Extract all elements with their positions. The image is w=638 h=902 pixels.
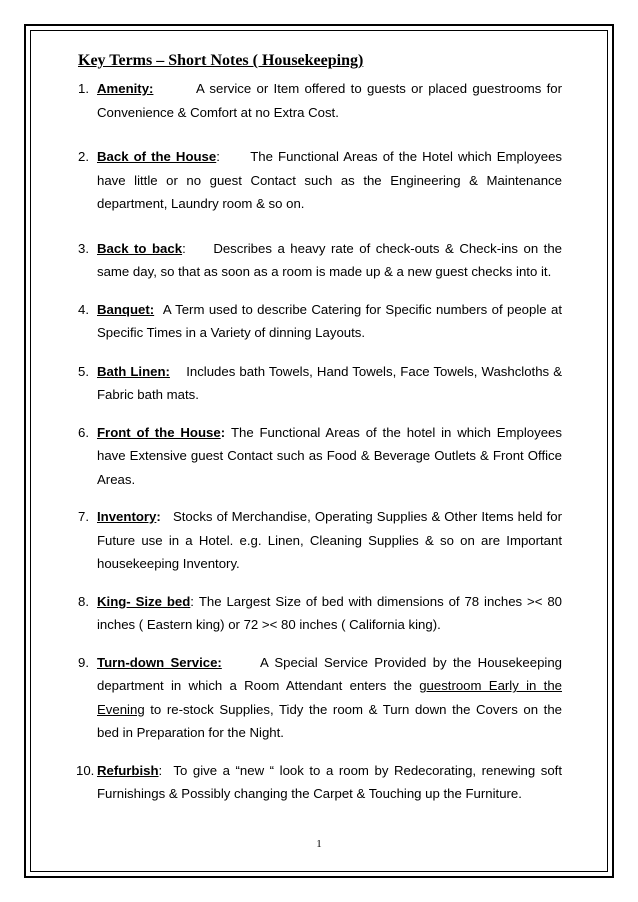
item-number: 9. — [78, 654, 89, 670]
term-separator: : — [158, 762, 163, 778]
term-definition: A Special Service Provided by the Housekeeping department in which a Room Attendant enters the — [97, 654, 562, 693]
term-separator: : — [216, 149, 220, 164]
term-separator: : — [220, 424, 226, 440]
document-body — [78, 52, 562, 806]
term-item-inventory — [78, 505, 562, 576]
term-label: Back of the House — [97, 149, 217, 164]
term-definition: To give a “new “ look to a room by Redecorating, renewing soft Furnishings & Possibly changing the Carpet & Touching up the Furniture. — [97, 762, 562, 801]
item-number: 6. — [78, 424, 89, 440]
term-definition: Describes a heavy rate of check-outs & Check-ins on the same day, so that as soon as a room is made up & a new guest checks into it. — [97, 240, 562, 279]
item-number: 4. — [78, 301, 89, 317]
term-label: King- Size bed — [97, 593, 191, 609]
term-definition: The Largest Size of bed with dimensions of 78 inches >< 80 inches ( Eastern king) or 72 >< 80 inches ( California king). — [97, 593, 562, 632]
term-label: Back to back — [97, 240, 183, 256]
term-label: Banquet: — [97, 301, 155, 317]
term-definition: The Functional Areas of the Hotel which Employees have little or no guest Contact such as the Engineering & Maintenance department, Laundry room & so on. — [97, 149, 562, 211]
key-terms-list — [78, 77, 562, 806]
item-number: 3. — [78, 240, 89, 256]
term-separator: : — [182, 240, 186, 256]
term-definition: Stocks of Merchandise, Operating Supplies & Other Items held for Future use in a Hotel. e.g. Linen, Cleaning Supplies & so on are Important housekeeping Inventory. — [97, 509, 562, 571]
item-number: 1. — [78, 81, 89, 96]
term-separator: : — [190, 593, 194, 609]
underlined-phrase: guestroom Early in the Evening — [97, 678, 562, 717]
term-definition: A service or Item offered to guests or placed guestrooms for Convenience & Comfort at no Extra Cost. — [97, 81, 563, 120]
term-label: Refurbish — [97, 762, 159, 778]
item-number: 7. — [78, 509, 89, 524]
term-item-back-to-back — [78, 237, 562, 284]
term-definition: A Term used to describe Catering for Specific numbers of people at Specific Times in a Variety of dinning Layouts. — [97, 301, 562, 340]
term-item-front-of-the-house — [78, 421, 562, 492]
item-number: 2. — [78, 149, 89, 164]
term-definition-continued: to re-stock Supplies, Tidy the room & Turn down the Covers on the bed in Preparation for the Night. — [97, 701, 562, 740]
item-number: 10. — [76, 762, 95, 778]
term-definition: Includes bath Towels, Hand Towels, Face Towels, Washcloths & Fabric bath mats. — [97, 363, 563, 402]
term-item-banquet — [78, 298, 562, 345]
term-label: Front of the House — [97, 424, 221, 440]
term-label: Amenity: — [97, 81, 154, 96]
term-item-turn-down-service — [78, 651, 562, 745]
term-label: Bath Linen: — [97, 363, 170, 379]
term-item-back-of-the-house — [78, 145, 562, 216]
term-definition: The Functional Areas of the hotel in which Employees have Extensive guest Contact such as Food & Beverage Outlets & Front Office Areas. — [97, 424, 562, 487]
term-label: Turn-down Service: — [97, 654, 222, 670]
document-title: Key Terms – Short Notes ( Housekeeping) — [78, 52, 364, 69]
page-number: 1 — [316, 838, 322, 850]
term-label: Inventory — [97, 509, 157, 524]
term-item-refurbish — [78, 759, 562, 806]
term-item-bath-linen — [78, 360, 562, 407]
item-number: 8. — [78, 593, 89, 609]
term-item-king-size-bed — [78, 590, 562, 637]
item-number: 5. — [78, 363, 89, 379]
term-item-amenity — [78, 77, 562, 124]
term-separator: : — [156, 509, 161, 524]
